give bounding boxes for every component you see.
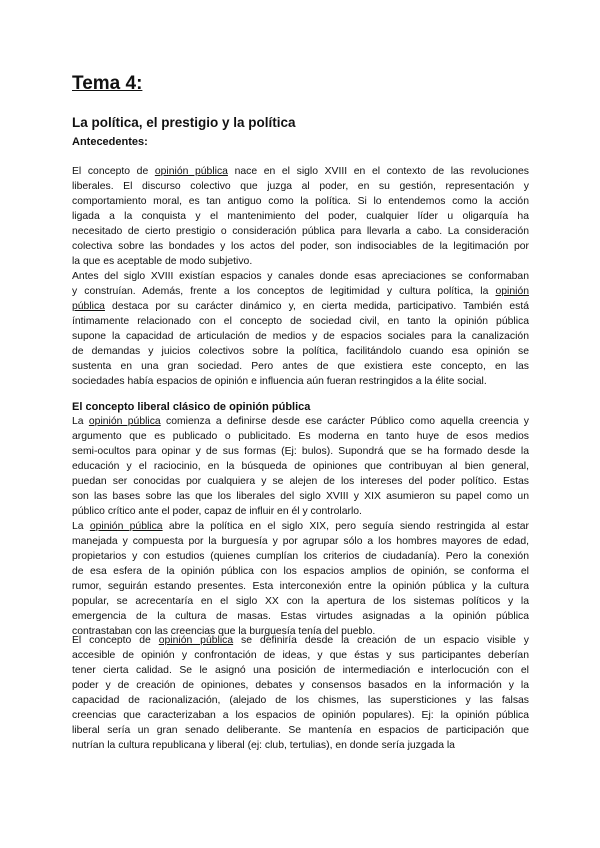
text-line: comportamiento moral, es tan antiguo como la política. Si lo entendemos como la acción <box>72 196 529 208</box>
text-line: puedan ser conocidas por cualquiera y se alejen de los intereses del poder político. Estas <box>72 476 529 488</box>
text-line: semi-ocultos para opinar y de sus formas (Ej: bulos). Supondrá que se ha formado desde la <box>72 446 529 458</box>
text-line: ligada a la conquista y el mantenimiento del poder, cualquier líder u oligarquía ha <box>72 211 529 223</box>
text-line: Antes del siglo XVIII existían espacios y canales donde esas apreciaciones se conformaban <box>72 271 529 282</box>
text-line: necesitado de cierto prestigio o consideración pública para llevarla a cabo. La consideración <box>72 226 529 238</box>
text-line: sustenta en una gran sociedad. Pero antes de que existiera este concepto, en las <box>72 361 529 373</box>
text-line: público crítico ante el poder, capaz de influir en él y controlarlo. <box>72 506 362 518</box>
underlined-term: opinión <box>495 286 529 298</box>
paragraph <box>72 414 529 519</box>
text-segment: El concepto de <box>72 635 159 646</box>
text-line <box>72 284 529 299</box>
text-line <box>72 414 529 429</box>
text-line: de esa esfera de la opinión pública con los espacios amplios de opinión, se conforma el <box>72 566 529 578</box>
text-line: tener cierta calidad. Se le asignó una posición de intermediación e interlocución con el <box>72 665 529 677</box>
text-line: contrastaban con las creencias que la burguesía tenía del pueblo. <box>72 626 376 638</box>
text-line: educación y el raciocinio, en la búsqueda de opiniones que contribuyan al bien general, <box>72 461 529 473</box>
section-heading-antecedentes: Antecedentes: <box>72 136 148 148</box>
text-line: propietarios y con estudios (quienes cumplían los criterios de ciudadanía). Pero la conexión <box>72 551 529 563</box>
text-line <box>72 633 529 648</box>
page-subtitle: La política, el prestigio y la política <box>72 115 296 130</box>
text-line: íntimamente relacionado con el concepto de sociedad civil, en tanto la opinión pública <box>72 316 529 328</box>
text-line: liberal sería un gran senado deliberante. Se mantenía en espacios de participación que <box>72 725 529 737</box>
text-line: nutrían la cultura republicana y liberal (ej: club, tertulias), en donde sería juzgada la <box>72 740 455 752</box>
text-line: liberales. El discurso colectivo que juzga al poder, en su gestión, representación y <box>72 181 529 193</box>
underlined-term: pública <box>72 301 105 313</box>
text-segment: abre la política en el siglo XIX, pero seguía siendo restringida al estar <box>162 521 529 532</box>
text-segment: se definiría desde la creación de un espacio visible y <box>233 635 529 646</box>
text-line: de demandas y juicios colectivos sobre la política, facilitándolo cuando esa opinión se <box>72 346 529 358</box>
text-line <box>72 299 529 314</box>
underlined-term: opinión pública <box>89 521 163 532</box>
section-heading-concepto-liberal: El concepto liberal clásico de opinión pública <box>72 401 311 413</box>
text-line: poder y de creación de opiniones, debates y consensos basados en la información y la <box>72 680 529 692</box>
text-line: supone la capacidad de articulación de medios y de espacios sociales para la canalización <box>72 331 529 343</box>
text-line: sociedades había espacios de opinión e influencia aún fueran restringidos a la élite social. <box>72 376 487 388</box>
text-segment: La <box>72 416 89 427</box>
paragraph <box>72 164 529 269</box>
text-line: emergencia de la cultura de masas. Estas virtudes asignadas a la opinión pública <box>72 611 529 623</box>
underlined-term: opinión pública <box>154 166 228 177</box>
text-line: popular, se acrecentaría en el siglo XX con la apertura de los sistemas políticos y la <box>72 596 529 608</box>
text-line: creencias que caracterizaban a los espacios de opinión populares). Ej: la opinión pública <box>72 710 529 722</box>
paragraph <box>72 519 529 639</box>
text-segment: destaca por su carácter dinámico y, en cierta medida, participativo. También está <box>104 301 529 313</box>
text-segment: comienza a definirse desde ese carácter Público como aquella creencia y <box>160 416 529 427</box>
text-line: argumento que es publicado o publicitado. Es moderna en tanto huye de esos medios <box>72 431 529 443</box>
text-segment: La <box>72 521 90 532</box>
text-line: capacidad de racionalización, (alejado de los chismes, las supersticiones y las falsas <box>72 695 529 707</box>
text-segment: y construían. Además, frente a los conceptos de legitimidad y cultura política, la <box>72 286 496 298</box>
page-title: Tema 4: <box>72 73 143 94</box>
paragraph <box>72 633 529 753</box>
text-line <box>72 519 529 534</box>
text-line <box>72 164 529 179</box>
text-line: manejada y compuesta por la burguesía y por agrupar sólo a los hombres mayores de edad, <box>72 536 529 548</box>
text-line: colectiva sobre las bondades y los actos del poder, son indisociables de la legitimación por <box>72 241 529 253</box>
text-line: son las bases sobre las que los liberales del siglo XVIII y XIX asumieron su papel como un <box>72 491 529 503</box>
text-segment: El concepto de <box>72 166 155 177</box>
underlined-term: opinión pública <box>88 416 161 427</box>
text-line: la que es aceptable de modo subjetivo. <box>72 256 253 268</box>
text-line: accesible de opinión y confrontación de ideas, y que éstas y sus participantes deberían <box>72 650 529 662</box>
text-line: rumor, seguirán estando presentes. Esta interconexión entre la opinión pública y la cultura <box>72 581 529 593</box>
underlined-term: opinión pública <box>158 635 234 646</box>
paragraph <box>72 269 529 389</box>
text-segment: nace en el siglo XVIII en el contexto de las revoluciones <box>227 166 529 177</box>
